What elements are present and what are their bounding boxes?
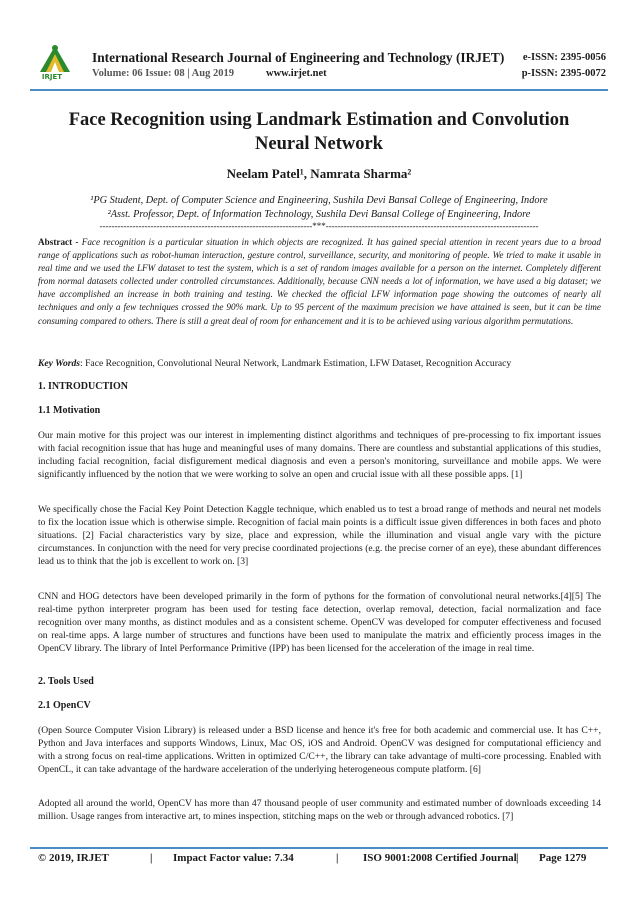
keywords-label: Key Words <box>38 358 81 369</box>
separator-line: -----------------------------------------------------------------------***----------------------------------------------------------------------- <box>99 221 539 231</box>
paragraph-4: (Open Source Computer Vision Library) is released under a BSD license and hence it's free for both academic and commercial use. It has C++, Python and Java interfaces and supports Windows, Linux, Mac OS, iOS and Android. OpenCV was designed for computational efficiency and with a strong focus on real-time applications. Written in optimized C/C++, the library can take advantage of multi-core processing. Enabled with OpenCL, it can take advantage of the hardware acceleration of the underlying heterogeneous compute platform. [6] <box>38 725 601 776</box>
footer-impact-factor: Impact Factor value: 7.34 <box>173 852 294 864</box>
paragraph-2: We specifically chose the Facial Key Point Detection Kaggle technique, which enabled us to test a broad range of methods and neural net models to fix the location issue which is otherwise simple. Recognition of facial main points is a difficult issue given differences in both faces and photo situations. [2] Facial characteristics vary by size, place and expression, while the illumination and visual angle vary with the picture circumstances. In conjunction with the need for very precise coordinated projections (e.g. the precise corner of an eye), these abundant differences lead us to think that the job is excellent to work on. [3] <box>38 504 601 568</box>
footer-separator: | <box>150 852 153 864</box>
paper-title: Face Recognition using Landmark Estimation and Convolution Neural Network <box>68 110 570 154</box>
section-heading-tools-used: 2. Tools Used <box>38 676 94 687</box>
affiliation-1: ¹PG Student, Dept. of Computer Science and Engineering, Sushila Devi Bansal College of Engineering, Indore <box>90 195 548 206</box>
subsection-heading-opencv: 2.1 OpenCV <box>38 700 91 711</box>
paragraph-5: Adopted all around the world, OpenCV has more than 47 thousand people of user community and estimated number of downloads exceeding 14 million. Usage ranges from interactive art, to mines inspection, stitching maps on the web or through advanced robotics. [7] <box>38 798 601 823</box>
paragraph-3: CNN and HOG detectors have been developed primarily in the form of pythons for the formation of convolutional neural networks.[4][5] The real-time python interpreter program has been used for testing face detection, overlap removal, detection, facial normalization and face recognition over many months, as distinct modules and as a consistent scheme. OpenCV was developed for computer effectiveness and focused on real-time apps. A large number of structures and functions have been used to manipulate the matrix and efficiently process images in the OpenCV library. The library of Intel Performance Primitive (IPP) has been licensed for the acceleration of the image in real time. <box>38 591 601 655</box>
abstract-text: Face recognition is a particular situation in which objects are recognized. It has gained special attention in recent years due to a broad range of applications such as robot-human interaction, gesture control, surveillance, security, and monitoring of people. We tried to make it usable in real time and we used the LFW dataset to test the system, which is a set of random images available for a person on the internet. Completely different from normal datasets collected under controlled circumstances. Additionally, because CNN needs a lot of information, we have used a big dataset; we have accomplished an increase in both training and testing. We checked the official LFW information page showing the outcomes of nearly all techniques and only a few techniques crossed the 90% mark. Up to 95 percent of the maximum precision we have attained is seen, but it can be time consuming compared to others. There is still a great deal of room for enhancement and it is to be achieved using various algorithm permutations. <box>38 237 601 326</box>
header-rule <box>30 89 608 91</box>
abstract-label: Abstract - <box>38 237 79 247</box>
keywords-text: : Face Recognition, Convolutional Neural Network, Landmark Estimation, LFW Dataset, Recognition Accuracy <box>80 358 512 369</box>
footer-separator: | <box>336 852 339 864</box>
p-issn: p-ISSN: 2395-0072 <box>521 68 606 79</box>
footer-iso: ISO 9001:2008 Certified Journal <box>363 852 517 864</box>
footer-separator: | <box>516 852 519 864</box>
journal-header <box>30 40 608 88</box>
footer-page-number: Page 1279 <box>539 852 587 864</box>
affiliation-2: ²Asst. Professor, Dept. of Information Technology, Sushila Devi Bansal College of Engineering, Indore <box>107 209 531 220</box>
journal-title: International Research Journal of Engineering and Technology (IRJET) <box>92 50 505 65</box>
paragraph-1: Our main motive for this project was our interest in implementing distinct algorithms and techniques of pre-processing to fix important issues with facial recognition issue that has huge and meaningful uses of many domains. There are countless and substantial applications of this studies, including facial recognition, facial disfigurement medical diagnosis and even a person's monitoring, surveillance and mobile apps. We were significantly influenced by the notion that we were working to solve an open and crucial issue with all these possible apps. [1] <box>38 430 601 481</box>
abstract <box>38 236 601 328</box>
volume-info: Volume: 06 Issue: 08 | Aug 2019 <box>92 68 234 79</box>
subsection-heading-motivation: 1.1 Motivation <box>38 405 101 416</box>
footer-copyright: © 2019, IRJET <box>38 852 109 864</box>
logo-text: IRJET <box>41 73 63 81</box>
journal-url[interactable]: www.irjet.net <box>266 68 327 79</box>
section-heading-introduction: 1. INTRODUCTION <box>38 381 129 392</box>
paper-authors: Neelam Patel¹, Namrata Sharma² <box>226 166 412 181</box>
footer-rule <box>30 847 608 849</box>
keywords <box>38 357 601 370</box>
e-issn: e-ISSN: 2395-0056 <box>522 52 606 63</box>
